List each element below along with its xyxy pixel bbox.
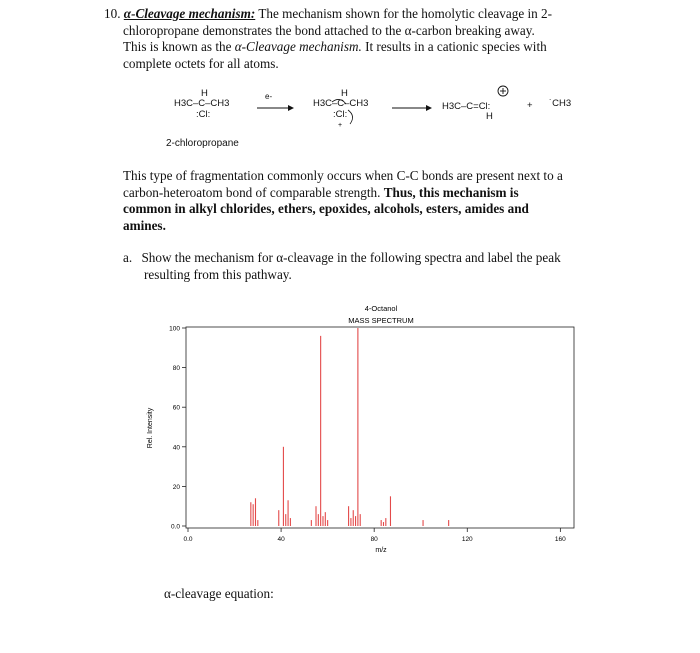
- radical-cation-chlorine: :Cl:: [333, 109, 348, 120]
- spectrum-peaks: [251, 328, 449, 526]
- radical-cation-formula: H3C–C–CH3: [313, 98, 369, 109]
- question-line-4: complete octets for all atoms.: [123, 55, 279, 71]
- paragraph-2-line-2: carbon-heteroatom bond of comparable strength. Thus, this mechanism is: [123, 184, 519, 200]
- plus-sign: +: [527, 100, 533, 111]
- reactant-chlorine: :Cl:: [196, 109, 211, 120]
- chart-subtitle: MASS SPECTRUM: [348, 316, 414, 325]
- question-line-2: chloropropane demonstrates the bond attached to the α-carbon breaking away.: [123, 22, 535, 38]
- reactant-h: H: [201, 88, 208, 99]
- x-tick-label: 40: [277, 536, 285, 543]
- product-h: H: [486, 111, 493, 122]
- plot-frame: [186, 327, 574, 528]
- svg-text:+: +: [338, 122, 343, 128]
- y-tick-label: 100: [169, 325, 180, 333]
- y-axis-ticks: [169, 326, 186, 531]
- paragraph-2-line-3: common in alkyl chlorides, ethers, epoxides, alcohols, esters, amides and: [123, 201, 529, 217]
- methyl-radical: ˙CH3: [549, 98, 572, 109]
- question-line-3: This is known as the α-Cleavage mechanism. It results in a cationic species with: [123, 39, 547, 55]
- y-tick-label: 40: [172, 444, 180, 452]
- part-a-line-1: a. Show the mechanism for α-cleavage in the following spectra and label the peak: [123, 250, 561, 265]
- radical-cation-h: H: [341, 88, 348, 99]
- y-tick-label: 60: [172, 404, 180, 412]
- x-axis-ticks: [183, 528, 566, 543]
- paragraph-2-line-1: This type of fragmentation commonly occurs when C-C bonds are present next to a: [123, 168, 563, 183]
- chart-title: 4-Octanol: [364, 304, 398, 313]
- x-tick-label: 0.0: [183, 536, 193, 543]
- question-title: α-Cleavage mechanism:: [123, 6, 256, 21]
- equation-label: α-cleavage equation:: [164, 586, 274, 601]
- y-tick-label: 20: [172, 483, 180, 491]
- x-tick-label: 80: [370, 536, 378, 543]
- x-tick-label: 160: [554, 536, 566, 543]
- y-axis-label: Rel. Intensity: [147, 407, 154, 449]
- reactant-caption: 2-chloropropane: [166, 138, 239, 149]
- part-a-line-2: resulting from this pathway.: [144, 266, 292, 282]
- x-axis-label: m/z: [375, 547, 387, 554]
- y-tick-label: 0.0: [170, 523, 180, 531]
- question-line-1-rest: The mechanism shown for the homolytic cleavage in 2-: [258, 6, 553, 21]
- y-tick-label: 80: [172, 365, 180, 373]
- question-number: 10.: [104, 6, 121, 21]
- reactant-formula: H3C–C–CH3: [174, 98, 230, 109]
- paragraph-2-line-4: amines.: [123, 217, 166, 233]
- x-tick-label: 120: [461, 536, 473, 543]
- electron-label: e-: [265, 92, 273, 101]
- product-formula: H3C–C=Cl:: [442, 101, 491, 112]
